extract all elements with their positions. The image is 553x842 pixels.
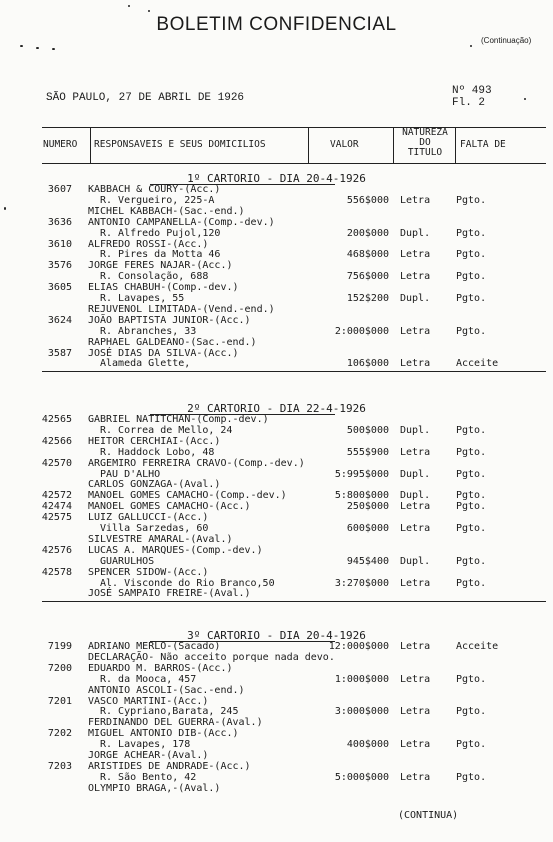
entry-text: KABBACH & COURY-(Acc.) — [88, 184, 221, 195]
entry-value: 2:000$000 — [334, 325, 389, 337]
entry-number: 3576 — [47, 260, 72, 272]
col-valor: VALOR — [330, 139, 359, 150]
entry-fault: Pgto. — [456, 555, 487, 567]
entry-title-type: Dupl. — [400, 555, 431, 567]
entry-text: R. Consolação, 688 — [100, 271, 209, 283]
section-separator — [42, 371, 546, 372]
header-top-rule — [42, 127, 546, 128]
entry-text: EDUARDO M. BARROS-(Acc.) — [88, 662, 233, 674]
continues-note: (CONTINUA) — [398, 810, 459, 821]
entry-value: 555$900 — [346, 446, 389, 458]
entry-value: 5:000$000 — [334, 771, 389, 783]
entry-fault: Pgto. — [456, 293, 487, 304]
entry-text: CARLOS GONZAGA-(Aval.) — [88, 479, 221, 491]
entry-number: 7200 — [47, 662, 72, 674]
entry-text: SPENCER SIDOW-(Acc.) — [88, 566, 209, 578]
entry-text: R. Cypriano,Barata, 245 — [100, 706, 239, 718]
entry-number: 42572 — [41, 490, 72, 502]
scan-speck — [470, 45, 472, 47]
col-numero: NUMERO — [43, 139, 78, 150]
entry-fault: Pgto. — [456, 446, 487, 458]
entry-fault: Pgto. — [456, 577, 487, 589]
entry-fault: Pgto. — [456, 468, 487, 480]
entry-text: MIGUEL ANTONIO DIB-(Acc.) — [88, 728, 239, 740]
entry-title-type: Letra — [400, 446, 431, 458]
entry-value: 1:000$000 — [334, 673, 389, 685]
entry-title-type: Dupl. — [400, 227, 431, 239]
entry-number: 3587 — [47, 347, 72, 359]
entry-title-type: Letra — [400, 358, 431, 370]
bulletin-number — [452, 85, 492, 109]
column-divider-3 — [393, 127, 394, 163]
entry-title-type: Letra — [400, 706, 431, 718]
col-responsaveis: RESPONSAVEIS E SEUS DOMICILIOS — [94, 139, 266, 150]
entry-number: 42570 — [41, 457, 72, 469]
scan-speck — [128, 5, 130, 7]
entry-number: 7201 — [47, 695, 72, 707]
entry-number: 42566 — [41, 435, 72, 447]
entry-number: 42575 — [41, 512, 72, 524]
entry-title-type: Letra — [400, 325, 431, 337]
entry-number: 3607 — [47, 184, 72, 195]
entry-number: 7199 — [47, 641, 72, 652]
entry-text: GABRIEL NATITCHAN-(Comp.-dev.) — [88, 414, 269, 425]
entry-text: R. Pires da Motta 46 — [100, 249, 221, 261]
entry-value: 468$000 — [346, 249, 389, 261]
entry-text: SILVESTRE AMARAL-(Aval.) — [88, 533, 233, 545]
entry-text: R. Lavapes, 55 — [100, 293, 185, 304]
entry-text: Al. Visconde do Rio Branco,50 — [100, 577, 275, 589]
entry-value: 12:000$000 — [328, 641, 389, 652]
entry-value: 5:800$000 — [334, 490, 389, 502]
entry-number: 3605 — [47, 282, 72, 294]
entry-text: MANOEL GOMES CAMACHO-(Acc.) — [88, 501, 251, 513]
entry-title-type: Letra — [400, 501, 431, 513]
entry-number: 42474 — [41, 501, 72, 513]
entry-text: LUIZ GALLUCCI-(Acc.) — [88, 512, 209, 524]
section-heading: 3º CARTORIO - DIA 20-4-1926 — [187, 629, 366, 642]
entry-title-type: Dupl. — [400, 490, 431, 502]
entry-title-type: Letra — [400, 271, 431, 283]
entry-title-type: Letra — [400, 771, 431, 783]
entry-fault: Acceite — [456, 358, 499, 370]
entry-value: 400$000 — [346, 739, 389, 751]
scan-speck — [36, 47, 39, 49]
entry-number: 7203 — [47, 760, 72, 772]
entry-title-type: Letra — [400, 673, 431, 685]
column-divider-1 — [90, 127, 91, 163]
section-heading: 2º CARTORIO - DIA 22-4-1926 — [187, 402, 366, 415]
scan-speck — [20, 45, 23, 47]
entry-text: PAU D'ALHO — [100, 468, 161, 480]
entry-text: REJUVENOL LIMITADA-(Vend.-end.) — [88, 303, 275, 315]
entry-number: 3624 — [47, 314, 72, 326]
entry-text: VASCO MARTINI-(Acc.) — [88, 695, 209, 707]
entry-title-type: Dupl. — [400, 468, 431, 480]
entry-text: OLYMPIO BRAGA,-(Aval.) — [88, 782, 221, 794]
entry-text: JOSÉ DIAS DA SILVA-(Acc.) — [88, 347, 239, 359]
entry-text: R. Correa de Mello, 24 — [100, 424, 233, 436]
entry-fault: Pgto. — [456, 739, 487, 751]
entry-fault: Acceite — [456, 641, 499, 652]
entry-title-type: Letra — [400, 523, 431, 534]
entry-value: 600$000 — [346, 523, 389, 534]
entry-number: 3610 — [47, 238, 72, 250]
entry-text: ANTONIO CAMPANELLA-(Comp.-dev.) — [88, 216, 275, 228]
entry-number: 42565 — [41, 414, 72, 425]
entry-fault: Pgto. — [456, 249, 487, 261]
entry-title-type: Dupl. — [400, 424, 431, 436]
entry-title-type: Letra — [400, 577, 431, 589]
entry-value: 556$000 — [346, 194, 389, 206]
entry-text: MICHEL KABBACH-(Sac.-end.) — [88, 205, 245, 217]
entry-fault: Pgto. — [456, 523, 487, 534]
entry-text: R. da Mooca, 457 — [100, 673, 197, 685]
entry-value: 945$400 — [346, 555, 389, 567]
entry-text: RAPHAEL GALDEANO-(Sac.-end.) — [88, 336, 257, 348]
scan-speck — [524, 98, 526, 100]
entry-text: HEITOR CERCHIAI-(Acc.) — [88, 435, 221, 447]
entry-number: 7202 — [47, 728, 72, 740]
continuation-note: (Continuação) — [481, 36, 532, 45]
entry-value: 5:995$000 — [334, 468, 389, 480]
entry-text: R. Abranches, 33 — [100, 325, 197, 337]
entry-title-type: Letra — [400, 194, 431, 206]
entry-text: ARGEMIRO FERREIRA CRAVO-(Comp.-dev.) — [88, 457, 305, 469]
col-natureza-line2: DO — [419, 137, 431, 148]
entry-fault: Pgto. — [456, 194, 487, 206]
entry-fault: Pgto. — [456, 771, 487, 783]
entry-title-type: Letra — [400, 641, 431, 652]
entry-title-type: Dupl. — [400, 293, 431, 304]
entry-text: Villa Sarzedas, 60 — [100, 523, 209, 534]
entry-number: 42576 — [41, 544, 72, 556]
scan-speck — [148, 10, 150, 12]
entry-text: DECLARAÇÃO- Não acceito porque nada devo. — [88, 651, 335, 663]
entry-value: 3:000$000 — [334, 706, 389, 718]
entry-value: 756$000 — [346, 271, 389, 283]
entry-text: ELIAS CHABUH-(Comp.-dev.) — [88, 282, 239, 294]
entry-fault: Pgto. — [456, 490, 487, 502]
entry-fault: Pgto. — [456, 501, 487, 513]
entry-text: JORGE FERES NAJAR-(Acc.) — [88, 260, 233, 272]
entry-value: 500$000 — [346, 424, 389, 436]
entry-number: 42578 — [41, 566, 72, 578]
entry-value: 152$200 — [346, 293, 389, 304]
section-separator — [42, 601, 546, 602]
entry-title-type: Letra — [400, 739, 431, 751]
entry-text: ARISTIDES DE ANDRADE-(Acc.) — [88, 760, 251, 772]
entry-text: JORGE ACHEAR-(Aval.) — [88, 750, 209, 761]
entry-text: R. Lavapes, 178 — [100, 739, 191, 751]
entry-text: JOÃO BAPTISTA JUNIOR-(Acc.) — [88, 314, 251, 326]
bulletin-number-value: Nº 493 — [452, 85, 492, 97]
place-date: SÃO PAULO, 27 DE ABRIL DE 1926 — [46, 92, 245, 104]
entry-title-type: Letra — [400, 249, 431, 261]
entry-text: ADRIANO MERLO-(Sacado) — [88, 641, 221, 652]
entry-text: LUCAS A. MARQUES-(Comp.-dev.) — [88, 544, 263, 556]
section-heading: 1º CARTORIO - DIA 20-4-1926 — [187, 172, 366, 185]
entry-fault: Pgto. — [456, 706, 487, 718]
entry-value: 250$000 — [346, 501, 389, 513]
entry-text: FERDINANDO DEL GUERRA-(Aval.) — [88, 717, 263, 729]
document-title: BOLETIM CONFIDENCIAL — [156, 14, 397, 35]
scan-speck — [52, 48, 55, 50]
col-natureza — [395, 128, 455, 158]
entry-text: R. Alfredo Pujol,120 — [100, 227, 221, 239]
entry-fault: Pgto. — [456, 227, 487, 239]
sheet-number: Fl. 2 — [452, 97, 486, 109]
col-falta: FALTA DE — [460, 139, 506, 150]
entry-text: R. São Bento, 42 — [100, 771, 197, 783]
entry-text: ANTONIO ASCOLI-(Sac.-end.) — [88, 684, 245, 696]
entry-text: JOSÉ SAMPAIO FREIRE-(Aval.) — [88, 588, 251, 600]
entry-text: Alameda Glette, — [100, 358, 191, 370]
scan-speck — [4, 207, 6, 210]
col-natureza-line1: NATUREZA — [402, 127, 448, 138]
header-bottom-rule — [42, 163, 546, 164]
column-divider-4 — [455, 127, 456, 163]
entry-value: 200$000 — [346, 227, 389, 239]
entry-number: 3636 — [47, 216, 72, 228]
entry-text: MANOEL GOMES CAMACHO-(Comp.-dev.) — [88, 490, 287, 502]
entry-fault: Pgto. — [456, 325, 487, 337]
entry-text: GUARULHOS — [100, 555, 155, 567]
entry-fault: Pgto. — [456, 271, 487, 283]
entry-text: ALFREDO ROSSI-(Acc.) — [88, 238, 209, 250]
entry-value: 106$000 — [346, 358, 389, 370]
entry-fault: Pgto. — [456, 673, 487, 685]
col-natureza-line3: TITULO — [407, 147, 443, 158]
column-divider-2 — [308, 127, 309, 163]
entry-text: R. Vergueiro, 225-A — [100, 194, 215, 206]
entry-fault: Pgto. — [456, 424, 487, 436]
entry-text: R. Haddock Lobo, 48 — [100, 446, 215, 458]
entry-value: 3:270$000 — [334, 577, 389, 589]
